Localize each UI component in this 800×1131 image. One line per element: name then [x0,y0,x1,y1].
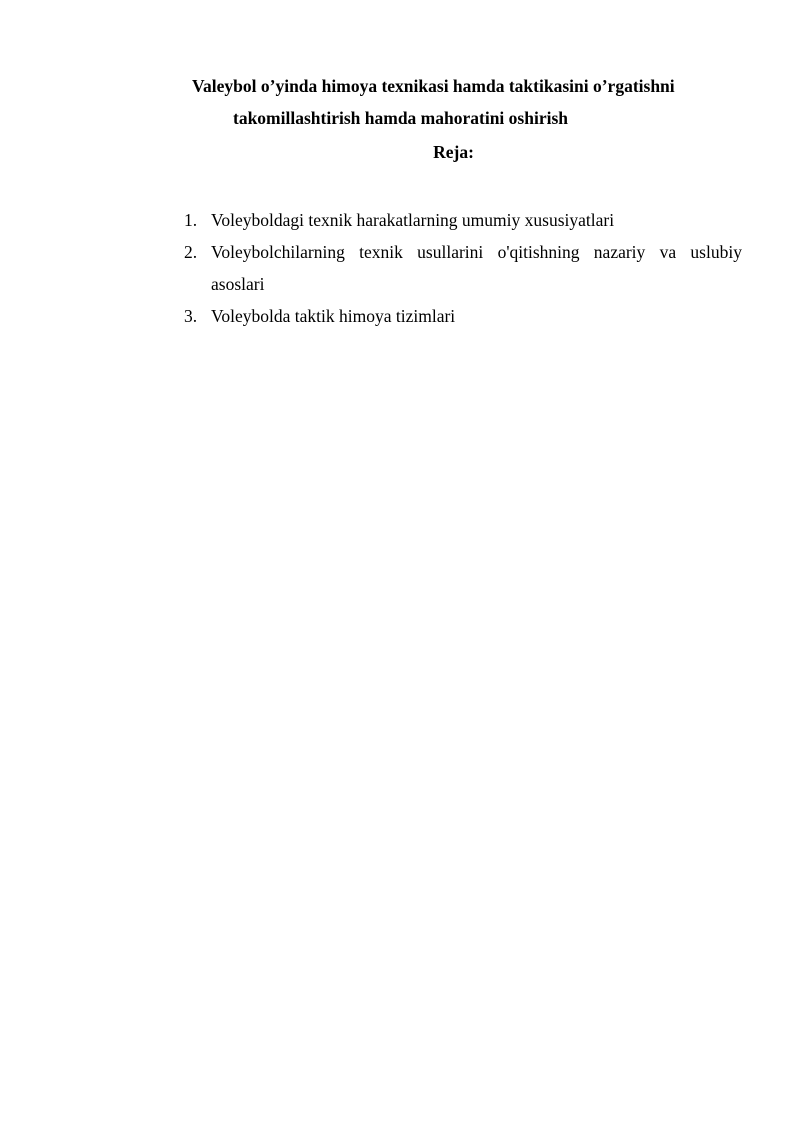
plan-item-number: 1. [184,210,198,230]
plan-list [184,204,742,332]
plan-item-number: 2. [184,242,198,262]
document-title-line-1: Valeybol o’yinda himoya texnikasi hamda taktikasini o’rgatishni [192,76,675,96]
plan-item-text: Voleybolda taktik himoya tizimlari [211,306,456,326]
plan-item [184,236,742,300]
plan-item [184,204,742,236]
plan-item [184,300,742,332]
plan-item-number: 3. [184,306,198,326]
plan-heading: Reja: [433,142,474,162]
plan-item-text: Voleybolchilarning texnik usullarini o'qitishning nazariy va uslubiy asoslari [211,242,742,294]
plan-item-text: Voleyboldagi texnik harakatlarning umumiy xususiyatlari [211,210,615,230]
document-title-line-2: takomillashtirish hamda mahoratini oshirish [233,108,568,128]
